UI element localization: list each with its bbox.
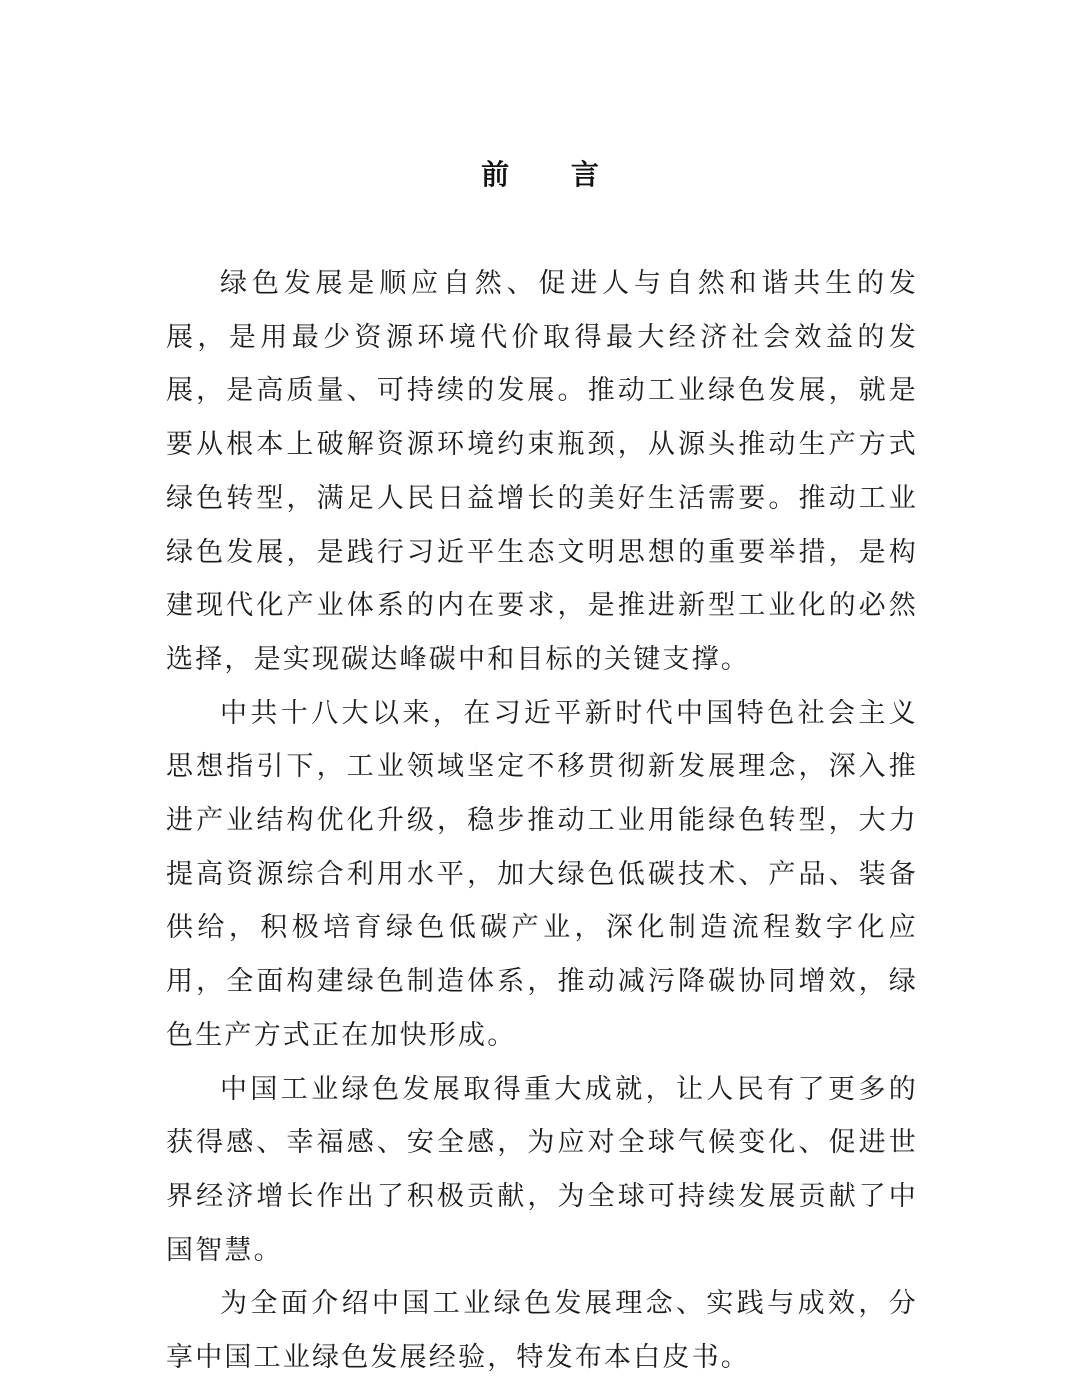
paragraph-1: 绿色发展是顺应自然、促进人与自然和谐共生的发展，是用最少资源环境代价取得最大经济社会效益的发展，是高质量、可持续的发展。推动工业绿色发展，就是要从根本上破解资源环境约束瓶颈，从源头推动生产方式绿色转型，满足人民日益增长的美好生活需要。推动工业绿色发展，是践行习近平生态文明思想的重要举措，是构建现代化产业体系的内在要求，是推进新型工业化的必然选择，是实现碳达峰碳中和目标的关键支撑。 <box>166 268 918 675</box>
body-text <box>166 257 918 1385</box>
paragraph-4: 为全面介绍中国工业绿色发展理念、实践与成效，分享中国工业绿色发展经验，特发布本白皮书。 <box>166 1288 918 1374</box>
page-title: 前 言 <box>481 158 625 191</box>
paragraph-3: 中国工业绿色发展取得重大成就，让人民有了更多的获得感、幸福感、安全感，为应对全球气候变化、促进世界经济增长作出了积极贡献，为全球可持续发展贡献了中国智慧。 <box>166 1073 918 1266</box>
paragraph-2: 中共十八大以来，在习近平新时代中国特色社会主义思想指引下，工业领域坚定不移贯彻新发展理念，深入推进产业结构优化升级，稳步推动工业用能绿色转型，大力提高资源综合利用水平，加大绿色低碳技术、产品、装备供给，积极培育绿色低碳产业，深化制造流程数字化应用，全面构建绿色制造体系，推动减污降碳协同增效，绿色生产方式正在加快形成。 <box>166 697 918 1051</box>
